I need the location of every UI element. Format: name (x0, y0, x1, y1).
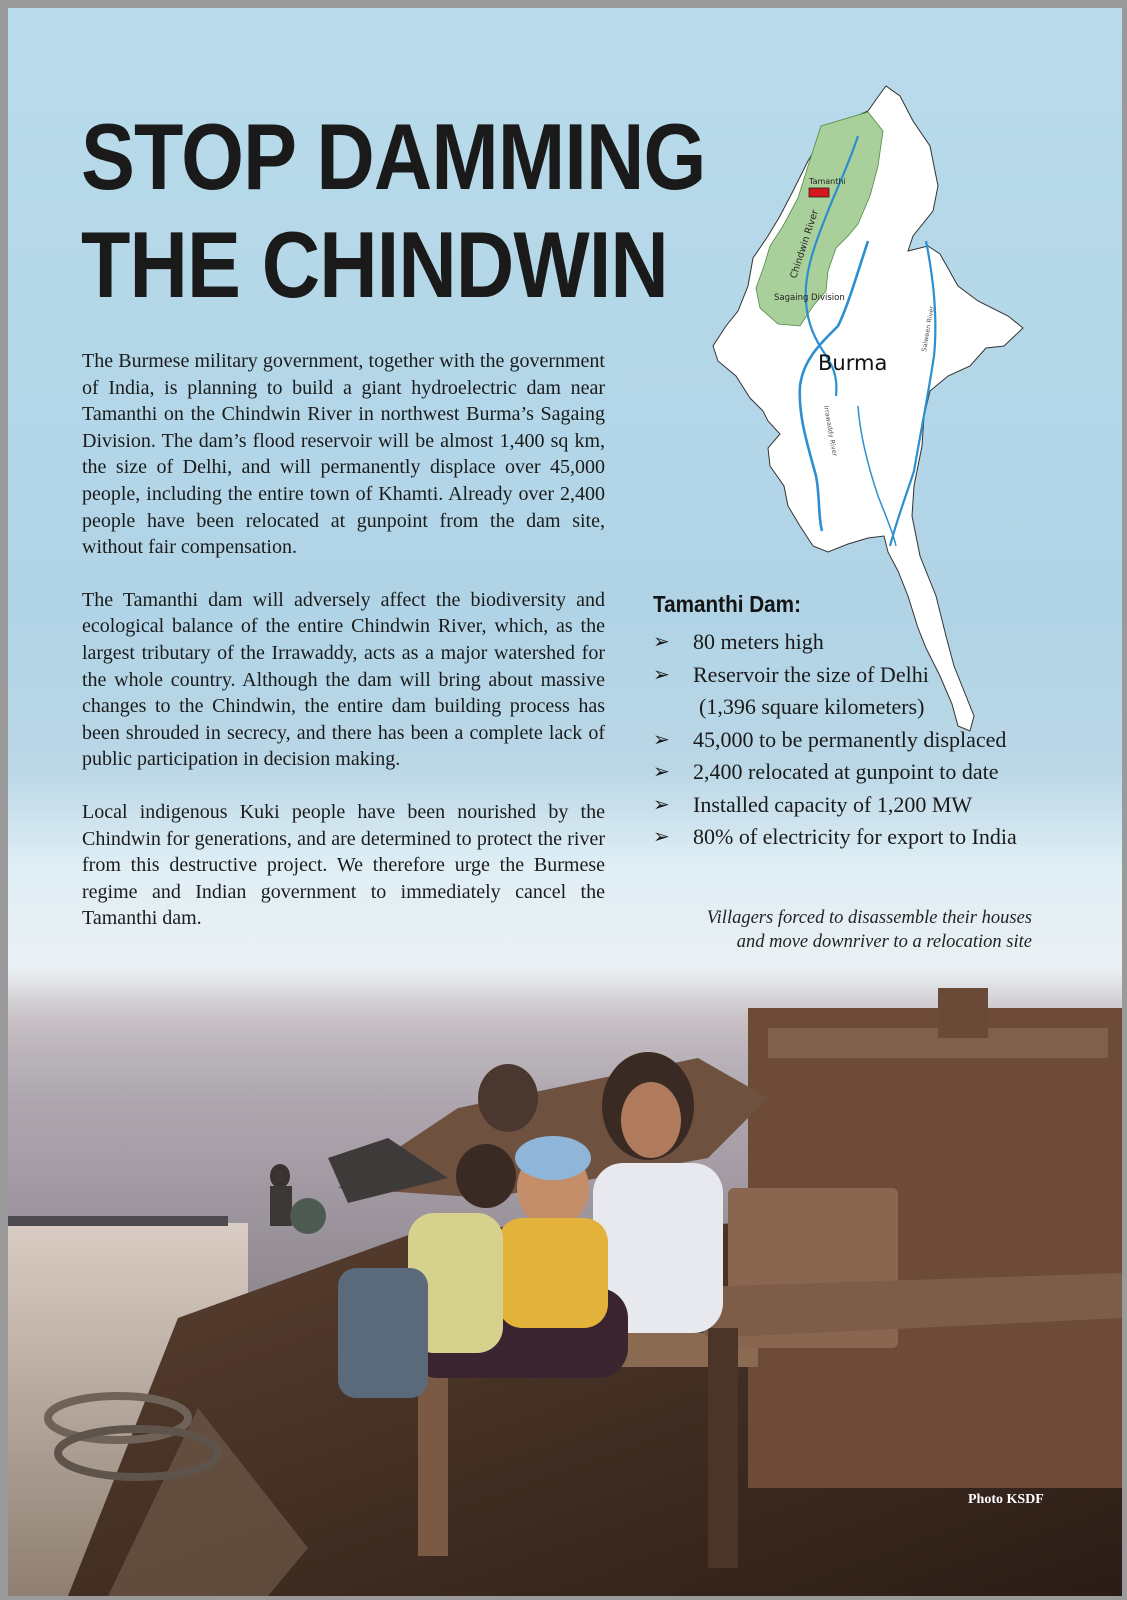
arrow-bullet-icon: ➢ (653, 728, 670, 751)
fact-item (653, 756, 1113, 789)
arrow-bullet-icon: ➢ (653, 793, 670, 816)
title-line-2: THE CHINDWIN (81, 212, 668, 317)
fact-text: 2,400 relocated at gunpoint to date (693, 759, 999, 784)
map-label-sagaing-division: Sagaing Division (774, 293, 845, 303)
fact-text: 80% of electricity for export to India (693, 824, 1017, 849)
paragraph-1: The Burmese military government, together with the government of India, is planning to build a giant hydroelectric dam near Tamanthi on the Chindwin River in northwest Burma’s Sagaing Division. The dam’s flood reservoir will be almost 1,400 sq km, the size of Delhi, and will permanently displace over 45,000 people, including the entire town of Khamti. Already over 2,400 people have been relocated at gunpoint from the dam site, without fair compensation. (82, 350, 605, 559)
facts-list (653, 626, 1113, 854)
fact-item (653, 821, 1113, 854)
body-text (82, 348, 605, 958)
fact-text: Reservoir the size of Delhi (693, 661, 929, 687)
map-label-salween-river: Salween River (920, 305, 937, 353)
dam-facts (653, 591, 1113, 854)
arrow-bullet-icon: ➢ (653, 631, 670, 653)
arrow-bullet-icon: ➢ (653, 826, 670, 848)
map-label-irrawaddy-river: Irrawaddy River (822, 404, 839, 458)
fact-item (653, 626, 1113, 659)
map-label-chindwin-river: Chindwin River (788, 208, 821, 280)
fact-text: Installed capacity of 1,200 MW (693, 791, 973, 817)
map-label-burma: Burma (818, 351, 888, 375)
title-line-1: STOP DAMMING (81, 104, 706, 209)
fact-subtext: (1,396 square kilometers) (699, 694, 925, 719)
villagers-boat-photo (8, 988, 1122, 1596)
fact-text: 45,000 to be permanently displaced (693, 726, 1007, 752)
paragraph-2: The Tamanthi dam will adversely affect the biodiversity and ecological balance of the entire Chindwin River, which, as the largest tributary of the Irrawaddy, acts as a major watershed for the whole country. Although the dam will bring about massive changes to the Chindwin, the entire dam building process has been shrouded in secrecy, and there has been a complete lack of public participation in decision making. (82, 588, 605, 771)
photo-caption (628, 906, 1032, 954)
fact-item (653, 789, 1113, 822)
facts-heading: Tamanthi Dam: (653, 591, 801, 617)
caption-line-2: and move downriver to a relocation site (736, 932, 1032, 952)
arrow-bullet-icon: ➢ (653, 761, 670, 783)
fact-item (653, 724, 1113, 757)
paragraph-3: Local indigenous Kuki people have been nourished by the Chindwin for generations, and are determined to protect the river from this destructive project. We therefore urge the Burmese regime and Indian government to immediately cancel the Tamanthi dam. (82, 800, 605, 930)
caption-line-1: Villagers forced to disassemble their houses (706, 908, 1032, 928)
tamanthi-site-marker (809, 188, 829, 197)
page-title (81, 103, 705, 319)
arrow-bullet-icon: ➢ (653, 663, 670, 686)
photo-credit: Photo KSDF (968, 1492, 1044, 1507)
map-label-tamanthi: Tamanthi (809, 177, 846, 186)
fact-item (653, 659, 1113, 724)
poster-page (8, 8, 1122, 1596)
fact-text: 80 meters high (693, 629, 824, 654)
